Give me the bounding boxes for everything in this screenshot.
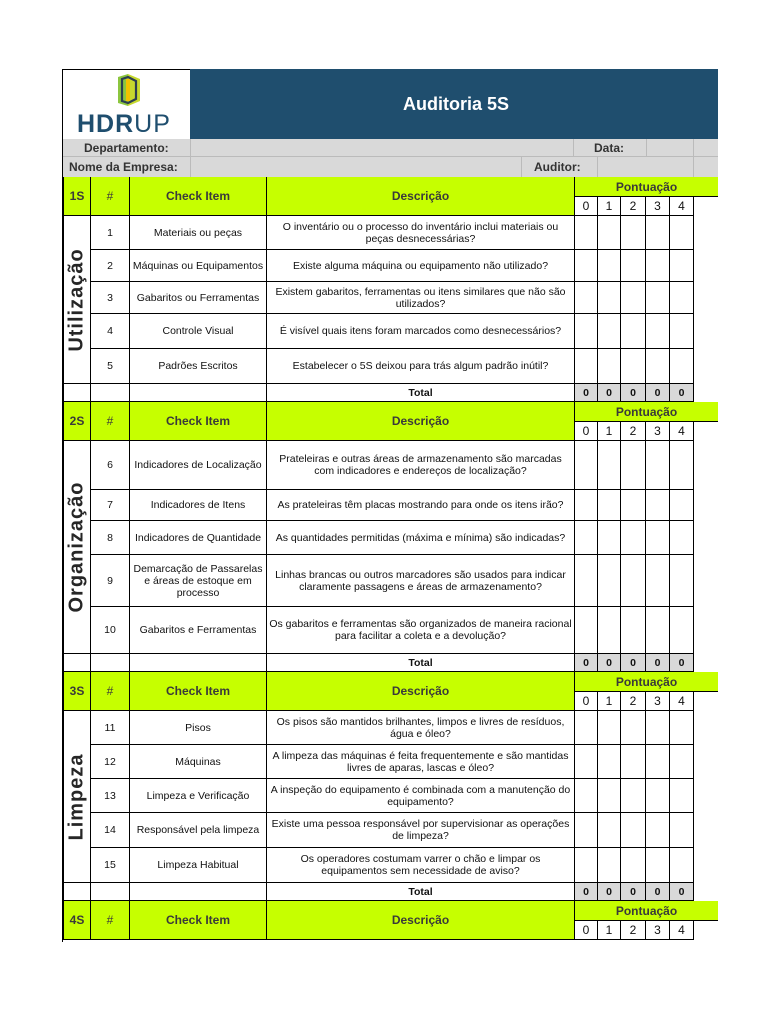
score-cell[interactable] — [598, 349, 621, 384]
score-cell[interactable] — [621, 314, 646, 349]
total-blank — [130, 883, 267, 901]
score-cell[interactable] — [670, 711, 694, 745]
score-column-3: 3 — [646, 692, 670, 711]
score-cell[interactable] — [575, 282, 598, 314]
header-check-item: Check Item — [130, 901, 267, 940]
score-column-4: 4 — [670, 921, 694, 940]
score-column-1: 1 — [598, 692, 621, 711]
section-name-vertical — [63, 441, 91, 654]
score-column-0: 0 — [575, 921, 598, 940]
item-number: 14 — [91, 813, 130, 848]
score-cell[interactable] — [575, 607, 598, 654]
score-column-4: 4 — [670, 692, 694, 711]
total-value: 0 — [646, 384, 670, 402]
item-check: Limpeza Habitual — [130, 848, 267, 883]
score-column-1: 1 — [598, 197, 621, 216]
score-cell[interactable] — [670, 216, 694, 250]
total-value: 0 — [575, 883, 598, 901]
score-cell[interactable] — [598, 711, 621, 745]
section-name-text: Utilização — [66, 247, 89, 352]
score-cell[interactable] — [575, 349, 598, 384]
item-check: Pisos — [130, 711, 267, 745]
item-check: Materiais ou peças — [130, 216, 267, 250]
total-blank — [63, 384, 91, 402]
item-number: 6 — [91, 441, 130, 490]
header-descricao: Descrição — [267, 672, 575, 711]
item-number: 3 — [91, 282, 130, 314]
item-description: A inspeção do equipamento é combinada com a manutenção do equipamento? — [267, 779, 575, 813]
item-description: A limpeza das máquinas é feita frequentemente e são mantidas livres de aparas, lascas e óleo? — [267, 745, 575, 779]
score-cell[interactable] — [575, 555, 598, 607]
empresa-field[interactable] — [190, 157, 522, 177]
total-value: 0 — [621, 883, 646, 901]
score-cell[interactable] — [670, 349, 694, 384]
score-cell[interactable] — [670, 250, 694, 282]
score-cell[interactable] — [575, 745, 598, 779]
total-blank — [130, 384, 267, 402]
section-name-text: Limpeza — [66, 752, 88, 841]
score-column-2: 2 — [621, 921, 646, 940]
item-number: 8 — [91, 521, 130, 555]
total-blank — [91, 654, 130, 672]
header-hash: # — [91, 672, 130, 711]
item-check: Máquinas ou Equipamentos — [130, 250, 267, 282]
score-cell[interactable] — [575, 711, 598, 745]
item-number: 5 — [91, 349, 130, 384]
empresa-label: Nome da Empresa: — [69, 160, 178, 174]
total-value: 0 — [670, 384, 694, 402]
total-value: 0 — [575, 384, 598, 402]
total-value: 0 — [598, 883, 621, 901]
item-check: Indicadores de Quantidade — [130, 521, 267, 555]
score-cell[interactable] — [670, 521, 694, 555]
item-number: 9 — [91, 555, 130, 607]
score-cell[interactable] — [621, 607, 646, 654]
score-cell[interactable] — [621, 490, 646, 521]
section-code: 3S — [63, 672, 91, 711]
company-logo — [63, 70, 190, 139]
score-cell[interactable] — [670, 779, 694, 813]
header-pontuacao: Pontuação — [575, 402, 718, 422]
score-cell[interactable] — [598, 813, 621, 848]
score-cell[interactable] — [598, 490, 621, 521]
score-cell[interactable] — [621, 779, 646, 813]
item-number: 11 — [91, 711, 130, 745]
item-number: 12 — [91, 745, 130, 779]
section-code: 1S — [63, 177, 91, 216]
departamento-field[interactable] — [190, 139, 574, 157]
total-value: 0 — [646, 883, 670, 901]
score-cell[interactable] — [575, 521, 598, 555]
item-check: Padrões Escritos — [130, 349, 267, 384]
item-check: Gabaritos ou Ferramentas — [130, 282, 267, 314]
logo-mark-icon — [116, 73, 142, 107]
score-cell[interactable] — [575, 848, 598, 883]
section-name-vertical — [63, 216, 91, 384]
item-number: 13 — [91, 779, 130, 813]
total-value: 0 — [646, 654, 670, 672]
score-cell[interactable] — [598, 607, 621, 654]
header-hash: # — [91, 901, 130, 940]
score-cell[interactable] — [646, 555, 670, 607]
page-title: Auditoria 5S — [402, 93, 509, 114]
item-number: 2 — [91, 250, 130, 282]
item-check: Gabaritos e Ferramentas — [130, 607, 267, 654]
auditor-field[interactable] — [597, 157, 694, 177]
total-value: 0 — [621, 654, 646, 672]
score-cell[interactable] — [670, 314, 694, 349]
score-cell[interactable] — [670, 441, 694, 490]
logo-text-up: UP — [134, 110, 171, 138]
item-description: Existem gabaritos, ferramentas ou itens similares que não são utilizados? — [267, 282, 575, 314]
total-value: 0 — [598, 384, 621, 402]
section-code: 4S — [63, 901, 91, 940]
score-cell[interactable] — [646, 848, 670, 883]
item-description: O inventário ou o processo do inventário inclui materiais ou peças desnecessárias? — [267, 216, 575, 250]
item-check: Indicadores de Itens — [130, 490, 267, 521]
score-cell[interactable] — [598, 314, 621, 349]
item-description: É visível quais itens foram marcados como desnecessários? — [267, 314, 575, 349]
score-column-4: 4 — [670, 197, 694, 216]
score-column-3: 3 — [646, 422, 670, 441]
header-check-item: Check Item — [130, 672, 267, 711]
score-column-0: 0 — [575, 692, 598, 711]
item-check: Máquinas — [130, 745, 267, 779]
item-check: Indicadores de Localização — [130, 441, 267, 490]
header-pontuacao: Pontuação — [575, 672, 718, 692]
score-cell[interactable] — [646, 250, 670, 282]
total-value: 0 — [598, 654, 621, 672]
item-description: Prateleiras e outras áreas de armazenamento são marcadas com indicadores e endereços de localização? — [267, 441, 575, 490]
header-descricao: Descrição — [267, 901, 575, 940]
total-label: Total — [267, 883, 575, 901]
score-cell[interactable] — [575, 490, 598, 521]
item-description: Estabelecer o 5S deixou para trás algum padrão inútil? — [267, 349, 575, 384]
header-pontuacao: Pontuação — [575, 901, 718, 921]
item-check: Limpeza e Verificação — [130, 779, 267, 813]
section-code: 2S — [63, 402, 91, 441]
section-name-text: Organização — [66, 481, 89, 613]
header-pontuacao: Pontuação — [575, 177, 718, 197]
score-cell[interactable] — [646, 813, 670, 848]
score-cell[interactable] — [598, 216, 621, 250]
item-description: Os operadores costumam varrer o chão e limpar os equipamentos sem necessidade de aviso? — [267, 848, 575, 883]
score-cell[interactable] — [670, 745, 694, 779]
total-value: 0 — [621, 384, 646, 402]
item-description: Existe alguma máquina ou equipamento não utilizado? — [267, 250, 575, 282]
score-cell[interactable] — [598, 441, 621, 490]
item-number: 10 — [91, 607, 130, 654]
score-cell[interactable] — [646, 282, 670, 314]
item-number: 1 — [91, 216, 130, 250]
score-cell[interactable] — [575, 441, 598, 490]
score-cell[interactable] — [646, 521, 670, 555]
score-column-2: 2 — [621, 197, 646, 216]
score-cell[interactable] — [621, 216, 646, 250]
logo-text-hdr: HDR — [77, 110, 135, 138]
auditor-label: Auditor: — [534, 160, 581, 174]
total-blank — [91, 883, 130, 901]
score-cell[interactable] — [621, 555, 646, 607]
header-check-item: Check Item — [130, 402, 267, 441]
data-label: Data: — [594, 141, 625, 155]
score-cell[interactable] — [646, 607, 670, 654]
score-cell[interactable] — [646, 711, 670, 745]
score-cell[interactable] — [646, 441, 670, 490]
score-cell[interactable] — [646, 216, 670, 250]
score-cell[interactable] — [621, 848, 646, 883]
score-cell[interactable] — [670, 813, 694, 848]
item-number: 15 — [91, 848, 130, 883]
item-description: Existe uma pessoa responsável por supervisionar as operações de limpeza? — [267, 813, 575, 848]
score-column-0: 0 — [575, 197, 598, 216]
item-check: Controle Visual — [130, 314, 267, 349]
total-value: 0 — [670, 654, 694, 672]
score-column-0: 0 — [575, 422, 598, 441]
header-check-item: Check Item — [130, 177, 267, 216]
score-cell[interactable] — [575, 250, 598, 282]
score-cell[interactable] — [646, 779, 670, 813]
score-cell[interactable] — [598, 779, 621, 813]
item-description: Os pisos são mantidos brilhantes, limpos e livres de resíduos, água e óleo? — [267, 711, 575, 745]
score-cell[interactable] — [621, 282, 646, 314]
score-column-2: 2 — [621, 422, 646, 441]
score-cell[interactable] — [598, 848, 621, 883]
score-cell[interactable] — [670, 282, 694, 314]
score-cell[interactable] — [646, 490, 670, 521]
score-cell[interactable] — [646, 745, 670, 779]
score-cell[interactable] — [575, 216, 598, 250]
total-blank — [91, 384, 130, 402]
total-label: Total — [267, 384, 575, 402]
total-blank — [63, 654, 91, 672]
header-hash: # — [91, 402, 130, 441]
score-cell[interactable] — [646, 349, 670, 384]
score-cell[interactable] — [575, 779, 598, 813]
score-cell[interactable] — [621, 813, 646, 848]
score-cell[interactable] — [621, 441, 646, 490]
score-cell[interactable] — [598, 745, 621, 779]
score-column-4: 4 — [670, 422, 694, 441]
item-description: Linhas brancas ou outros marcadores são usados para indicar claramente passagens e áreas de armazenamento? — [267, 555, 575, 607]
score-column-2: 2 — [621, 692, 646, 711]
score-column-3: 3 — [646, 197, 670, 216]
score-column-1: 1 — [598, 422, 621, 441]
score-cell[interactable] — [575, 314, 598, 349]
score-cell[interactable] — [646, 314, 670, 349]
departamento-label: Departamento: — [84, 141, 169, 155]
total-blank — [130, 654, 267, 672]
section-name-vertical — [63, 711, 91, 883]
score-cell[interactable] — [575, 813, 598, 848]
score-cell[interactable] — [621, 711, 646, 745]
header-descricao: Descrição — [267, 177, 575, 216]
total-label: Total — [267, 654, 575, 672]
score-column-1: 1 — [598, 921, 621, 940]
score-cell[interactable] — [670, 848, 694, 883]
item-check: Demarcação de Passarelas e áreas de estoque em processo — [130, 555, 267, 607]
item-description: As prateleiras têm placas mostrando para onde os itens irão? — [267, 490, 575, 521]
score-cell[interactable] — [621, 349, 646, 384]
total-blank — [63, 883, 91, 901]
total-value: 0 — [575, 654, 598, 672]
score-cell[interactable] — [621, 745, 646, 779]
score-cell[interactable] — [670, 555, 694, 607]
score-cell[interactable] — [621, 250, 646, 282]
item-number: 4 — [91, 314, 130, 349]
score-cell[interactable] — [621, 521, 646, 555]
score-column-3: 3 — [646, 921, 670, 940]
header-descricao: Descrição — [267, 402, 575, 441]
data-field[interactable] — [646, 139, 694, 157]
item-description: Os gabaritos e ferramentas são organizados de maneira racional para facilitar a coleta e a devolução? — [267, 607, 575, 654]
item-number: 7 — [91, 490, 130, 521]
score-cell[interactable] — [598, 521, 621, 555]
total-value: 0 — [670, 883, 694, 901]
title-banner — [190, 69, 718, 139]
score-cell[interactable] — [670, 607, 694, 654]
score-cell[interactable] — [598, 282, 621, 314]
item-description: As quantidades permitidas (máxima e mínima) são indicadas? — [267, 521, 575, 555]
score-cell[interactable] — [598, 555, 621, 607]
score-cell[interactable] — [670, 490, 694, 521]
item-check: Responsável pela limpeza — [130, 813, 267, 848]
header-hash: # — [91, 177, 130, 216]
score-cell[interactable] — [598, 250, 621, 282]
